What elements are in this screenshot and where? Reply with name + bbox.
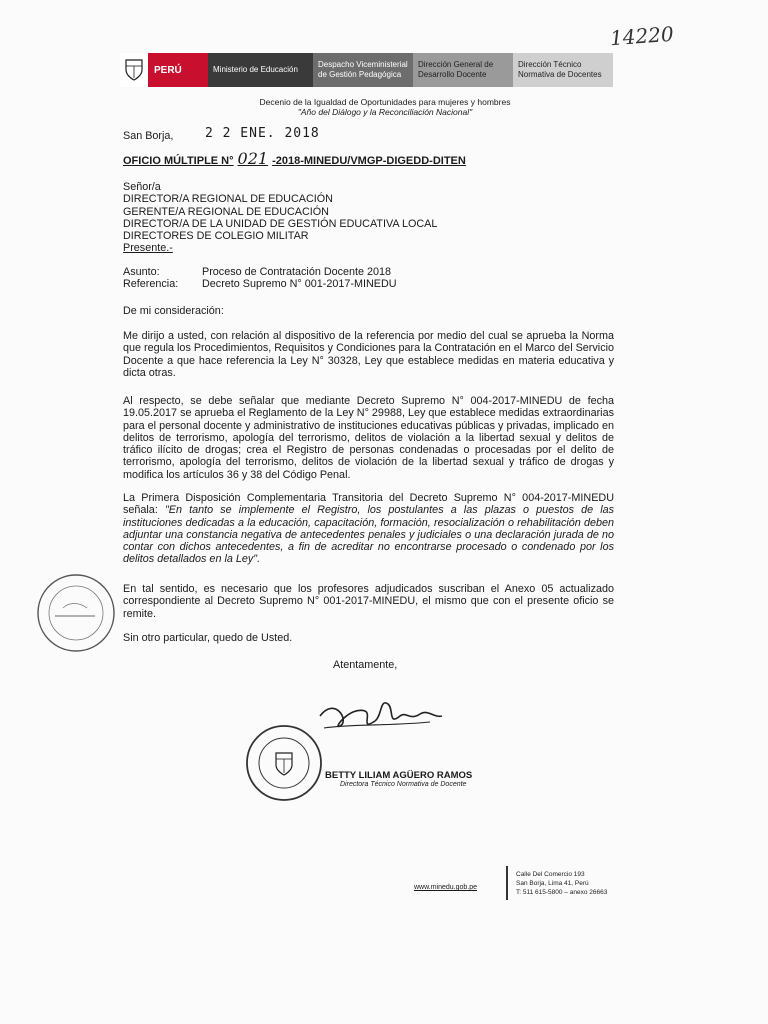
paragraph-2: Al respecto, se debe señalar que mediante Decreto Supremo N° 004-2017-MINEDU de fecha 19.05.2017 se aprueba el Reglamento de la Ley N° 29988, Ley que establece medidas extraordinarias para el personal docente y administrativo de instituciones educativas públicas y privadas, implicado en delitos de terrorismo, apología del terrorismo, delitos de violación a la libertad sexual y delitos de tráfico ilícito de drogas; crea el Registro de personas condenadas o procesadas por el delito de terrorismo, apología del terrorismo, delitos de violación de la libertad sexual y tráfico de drogas y modifica los artículos 36 y 38 del Código Penal. (123, 395, 614, 481)
asunto-label: Asunto: (123, 266, 160, 278)
oficio-handwritten-number: 021 (237, 149, 269, 168)
referencia-row (123, 278, 397, 290)
closing: Atentamente, (333, 659, 398, 671)
peru-crest-icon (120, 53, 148, 87)
header-office-technical-direction: Dirección Técnico Normativa de Docentes (513, 53, 613, 87)
header-office-viceministry: Despacho Viceministerial de Gestión Pedagógica (313, 53, 413, 87)
decenio-line: Decenio de la Igualdad de Oportunidades para mujeres y hombres (259, 97, 511, 107)
handwritten-signature (310, 686, 450, 746)
footer-address (516, 870, 607, 897)
footer-city: San Borja, Lima 41, Perú (516, 880, 589, 887)
signer-role: Directora Técnico Normativa de Docente (340, 781, 467, 788)
asunto-row (123, 266, 391, 278)
addressee-block (123, 181, 437, 255)
paragraph-3 (123, 492, 614, 566)
oficio-number (123, 149, 466, 168)
addressee-line: Señor/a (123, 181, 161, 193)
oficio-prefix: OFICIO MÚLTIPLE N° (123, 155, 234, 167)
decenio-motto (130, 97, 640, 117)
presente: Presente.- (123, 242, 173, 255)
paragraph-3-quote: "En tanto se implemente el Registro, los postulantes a las plazas o puestos de las instituciones dedicadas a la educación, capacitación, formación, resocialización o rehabilitación deben adjuntar una constancia negativa de antecedentes penales y judiciales o una declaración jurada de no contar con dichos antecedentes, a fin de acreditar no encontrarse procesado o condenado por los delitos detallados en la Ley". (123, 504, 614, 566)
asunto-value: Proceso de Contratación Docente 2018 (202, 266, 392, 278)
handwritten-registry-number: 14220 (609, 21, 675, 51)
date-stamp: 2 2 ENE. 2018 (205, 126, 320, 141)
office-received-stamp (35, 572, 117, 654)
footer-phone: T: 511 615-5800 – anexo 26663 (516, 889, 608, 896)
header-office-general-direction: Dirección General de Desarrollo Docente (413, 53, 513, 87)
oficio-suffix: -2018-MINEDU/VMGP-DIGEDD-DITEN (272, 155, 466, 167)
ministry-website-link[interactable]: www.minedu.gob.pe (414, 884, 478, 891)
referencia-value: Decreto Supremo N° 001-2017-MINEDU (202, 278, 397, 290)
addressee-line: DIRECTOR/A REGIONAL DE EDUCACIÓN (123, 193, 333, 206)
addressee-line: DIRECTOR/A DE LA UNIDAD DE GESTIÓN EDUCATIVA LOCAL (123, 217, 438, 230)
header-peru-label: PERÚ (148, 53, 208, 87)
footer-street: Calle Del Comercio 193 (516, 871, 585, 878)
addressee-line: GERENTE/A REGIONAL DE EDUCACIÓN (123, 205, 329, 218)
paragraph-5: Sin otro particular, quedo de Usted. (123, 632, 293, 644)
signer-name: BETTY LILIAM AGÜERO RAMOS (325, 770, 473, 781)
paragraph-3-intro: La Primera Disposición Complementaria Transitoria del Decreto Supremo N° 004-2017-MINEDU señala: (123, 492, 614, 517)
header-ministry: Ministerio de Educación (208, 53, 313, 87)
ministry-seal-stamp (244, 723, 324, 803)
greeting: De mi consideración: (123, 305, 224, 317)
footer-divider (506, 866, 508, 900)
year-motto-line: "Año del Diálogo y la Reconciliación Nacional" (297, 107, 473, 117)
place: San Borja, (123, 130, 174, 142)
addressee-line: DIRECTORES DE COLEGIO MILITAR (123, 230, 309, 243)
ministry-header-banner (120, 53, 613, 87)
referencia-label: Referencia: (123, 278, 179, 290)
paragraph-1: Me dirijo a usted, con relación al dispositivo de la referencia por medio del cual se aprueba la Norma que regula los Procedimientos, Requisitos y Condiciones para la Contratación en el Marco del Servicio Docente a que hace referencia la Ley N° 30328, Ley que establece medidas en materia educativa y dicta otras. (123, 330, 614, 379)
paragraph-4: En tal sentido, es necesario que los profesores adjudicados suscriban el Anexo 05 actualizado correspondiente al Decreto Supremo N° 001-2017-MINEDU, el mismo que con el presente oficio se remite. (123, 583, 614, 620)
